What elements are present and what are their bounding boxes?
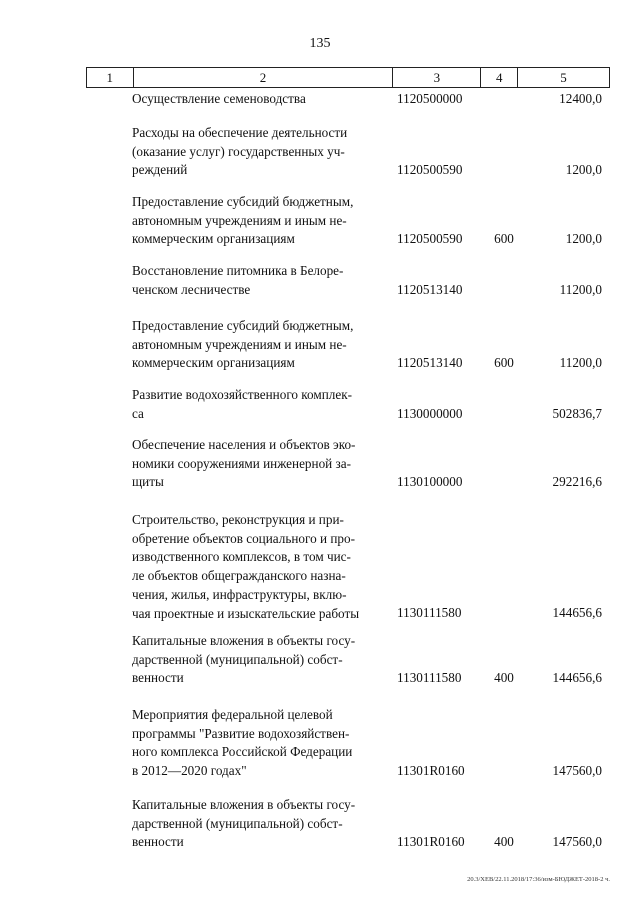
row-name-line: изводственного комплексов, в том чис- — [132, 549, 351, 565]
row-code: 1120513140 — [397, 355, 463, 370]
row-name-line: реждений — [132, 162, 188, 178]
row-amount: 11200,0 — [559, 355, 602, 370]
row-name — [132, 317, 390, 373]
row-code: 1120500590 — [397, 231, 463, 246]
row-name-line: Расходы на обеспечение деятельности — [132, 125, 348, 140]
row-name-line: Обеспечение населения и объектов эко- — [132, 437, 356, 452]
row-name-line: Капитальные вложения в объекты госу- — [132, 633, 356, 648]
document-footer-stamp: 20.3/ХЕВ/22.11.2018/17:36/изм-БЮДЖЕТ-2018-2 ч. — [467, 876, 610, 883]
row-code: 1120500000 — [397, 91, 463, 106]
row-name-line: венности — [132, 670, 184, 686]
header-col-3: 3 — [393, 68, 481, 88]
row-name-line: коммерческим организациям — [132, 231, 295, 247]
row-name — [132, 796, 390, 852]
row-name-line: Восстановление питомника в Белоре- — [132, 263, 344, 278]
row-name-line: ле объектов общегражданского назна- — [132, 568, 346, 584]
row-amount: 147560,0 — [552, 834, 602, 849]
row-name-line: Развитие водохозяйственного комплек- — [132, 387, 353, 402]
row-name-line: чая проектные и изыскательские работы — [132, 605, 360, 621]
row-code: 11301R0160 — [397, 834, 465, 849]
row-amount: 11200,0 — [559, 282, 602, 297]
row-name-line: Осуществление семеноводства — [132, 91, 306, 106]
page-number: 135 — [309, 36, 331, 51]
row-amount: 144656,6 — [552, 605, 602, 620]
row-amount: 292216,6 — [552, 474, 602, 489]
row-name-line: Мероприятия федеральной целевой — [132, 707, 333, 722]
row-code: 1120513140 — [397, 282, 463, 297]
row-name — [132, 706, 390, 781]
row-code: 11301R0160 — [397, 763, 465, 778]
header-col-4: 4 — [481, 68, 518, 88]
header-col-5: 5 — [518, 68, 610, 88]
row-name — [132, 386, 390, 423]
row-name — [132, 511, 390, 623]
row-name-line: (оказание услуг) государственных уч- — [132, 143, 345, 159]
row-name — [132, 193, 390, 249]
row-name-line: Капитальные вложения в объекты госу- — [132, 797, 356, 812]
row-name-line: щиты — [132, 474, 164, 490]
row-code: 1130000000 — [397, 406, 463, 421]
row-code: 1130111580 — [397, 670, 462, 685]
row-expense-type: 600 — [494, 355, 514, 370]
row-name-line: в 2012—2020 годах" — [132, 763, 247, 779]
row-name-line: чения, жилья, инфраструктуры, вклю- — [132, 586, 347, 602]
row-name-line: са — [132, 405, 144, 421]
row-amount: 144656,6 — [552, 670, 602, 685]
row-amount: 502836,7 — [552, 406, 602, 421]
row-name-line: коммерческим организациям — [132, 355, 295, 371]
row-amount: 1200,0 — [565, 162, 602, 177]
row-name — [132, 632, 390, 688]
header-col-1: 1 — [87, 68, 134, 88]
row-name-line: автономным учреждениям и иным не- — [132, 212, 347, 228]
row-name-line: Строительство, реконструкция и при- — [132, 512, 344, 527]
row-name — [132, 90, 390, 109]
row-name-line: номики сооружениями инженерной за- — [132, 455, 351, 471]
row-code: 1120500590 — [397, 162, 463, 177]
header-col-2: 2 — [133, 68, 393, 88]
row-name-line: обретение объектов социального и про- — [132, 530, 355, 546]
row-amount: 12400,0 — [559, 91, 602, 106]
row-name-line: ченском лесничестве — [132, 281, 251, 297]
row-name — [132, 262, 390, 299]
row-name-line: Предоставление субсидий бюджетным, — [132, 194, 354, 209]
row-expense-type: 600 — [494, 231, 514, 246]
row-name-line: венности — [132, 834, 184, 850]
row-name — [132, 436, 390, 492]
row-name-line: дарственной (муниципальной) собст- — [132, 651, 343, 667]
row-name-line: ного комплекса Российской Федерации — [132, 744, 353, 760]
row-name-line: дарственной (муниципальной) собст- — [132, 815, 343, 831]
row-amount: 147560,0 — [552, 763, 602, 778]
row-expense-type: 400 — [494, 670, 514, 685]
row-amount: 1200,0 — [565, 231, 602, 246]
row-code: 1130100000 — [397, 474, 463, 489]
row-name — [132, 124, 390, 180]
row-name-line: Предоставление субсидий бюджетным, — [132, 318, 354, 333]
row-expense-type: 400 — [494, 834, 514, 849]
row-name-line: автономным учреждениям и иным не- — [132, 336, 347, 352]
row-name-line: программы "Развитие водохозяйствен- — [132, 725, 350, 741]
row-code: 1130111580 — [397, 605, 462, 620]
